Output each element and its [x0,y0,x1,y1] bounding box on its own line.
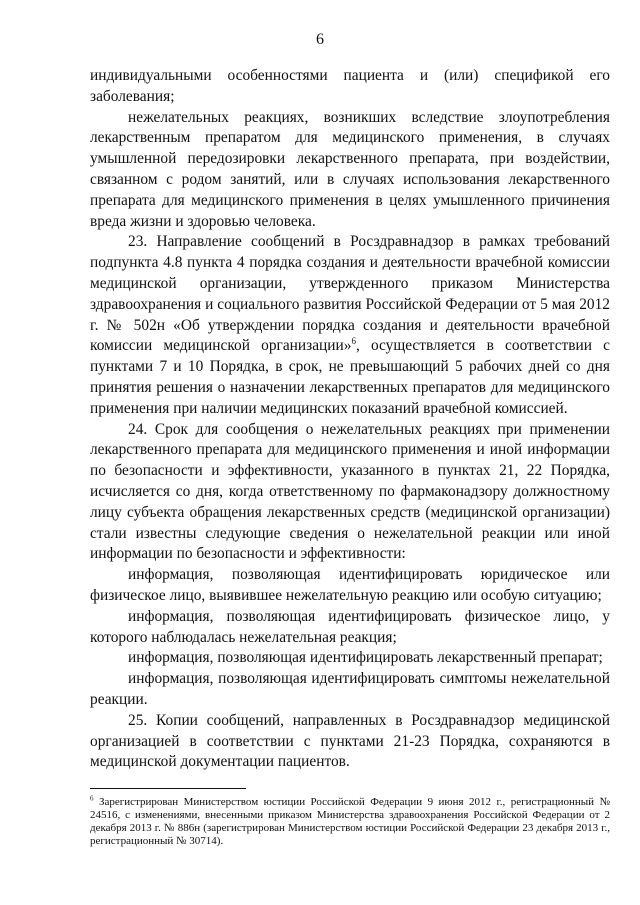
footnote-text: Зарегистрирован Министерством юстиции Российской Федерации 9 июня 2012 г., регистрационный № 24516, с изменениями, внесенными приказом Министерства здравоохранения Российской Федерации от 2 декабря 2013 г. № 886н (зарегистрирован Министерством юстиции Российской Федерации 23 декабря 2013 г., регистрационный № 30714). [90,796,610,847]
paragraph-23-text-before: 23. Направление сообщений в Росздравнадзор в рамках требований подпункта 4.8 пункта 4 порядка создания и деятельности врачебной комиссии медицинской организации, утвержденного приказом Министерства здравоохранения и социального развития Российской Федерации от 5 мая 2012 г. № 502н «Об утверждении порядка создания и деятельности врачебной комиссии медицинской организации» [90,233,610,355]
paragraph-23-text-after: , осуществляется в соответствии с пунктами 7 и 10 Порядка, в срок, не превышающий 5 рабочих дней со дня принятия решения о назначении лекарственных препаратов для медицинского применения при наличии медицинских показаний врачебной комиссией. [90,337,610,417]
footnote-marker: 6 [90,794,94,803]
paragraph-23 [90,232,610,419]
footnote-reference: 6 [351,336,356,347]
paragraph-adverse-reactions-abuse: нежелательных реакциях, возникших вследствие злоупотребления лекарственным препаратом для медицинского применения, в случаях умышленной передозировки лекарственного препарата, при воздействии, связанном с родом занятий, или в случаях использования лекарственного препарата для медицинского применения в целях умышленного причинения вреда жизни и здоровью человека. [90,108,610,230]
footnote-divider [90,788,246,789]
list-item-symptoms-info: информация, позволяющая идентифицировать симптомы нежелательной реакции. [90,670,610,708]
paragraph-25: 25. Копии сообщений, направленных в Росздравнадзор медицинской организацией в соответствии с пунктами 21-23 Порядка, сохраняются в медицинской документации пациентов. [90,711,610,771]
paragraph-24: 24. Срок для сообщения о нежелательных реакциях при применении лекарственного препарата для медицинского применения и иной информации по безопасности и эффективности, указанного в пунктах 21, 22 Порядка, исчисляется со дня, когда ответственному по фармаконадзору должностному лицу субъекта обращения лекарственных средств (медицинской организации) стали известны следующие сведения о нежелательной реакции или иной информации по безопасности и эффективности: [90,420,610,563]
paragraph-continuation: индивидуальными особенностями пациента и (или) спецификой его заболевания; [90,67,610,105]
page-number: 6 [316,31,324,48]
list-item-drug-info: информация, позволяющая идентифицировать лекарственный препарат; [128,649,603,667]
list-item-patient-info: информация, позволяющая идентифицировать физическое лицо, у которого наблюдалась нежелательная реакция; [90,607,610,646]
list-item-legal-entity-info: информация, позволяющая идентифицировать юридическое или физическое лицо, выявившее нежелательную реакцию или особую ситуацию; [90,566,610,604]
body-text [90,66,610,773]
footnote [90,796,610,848]
